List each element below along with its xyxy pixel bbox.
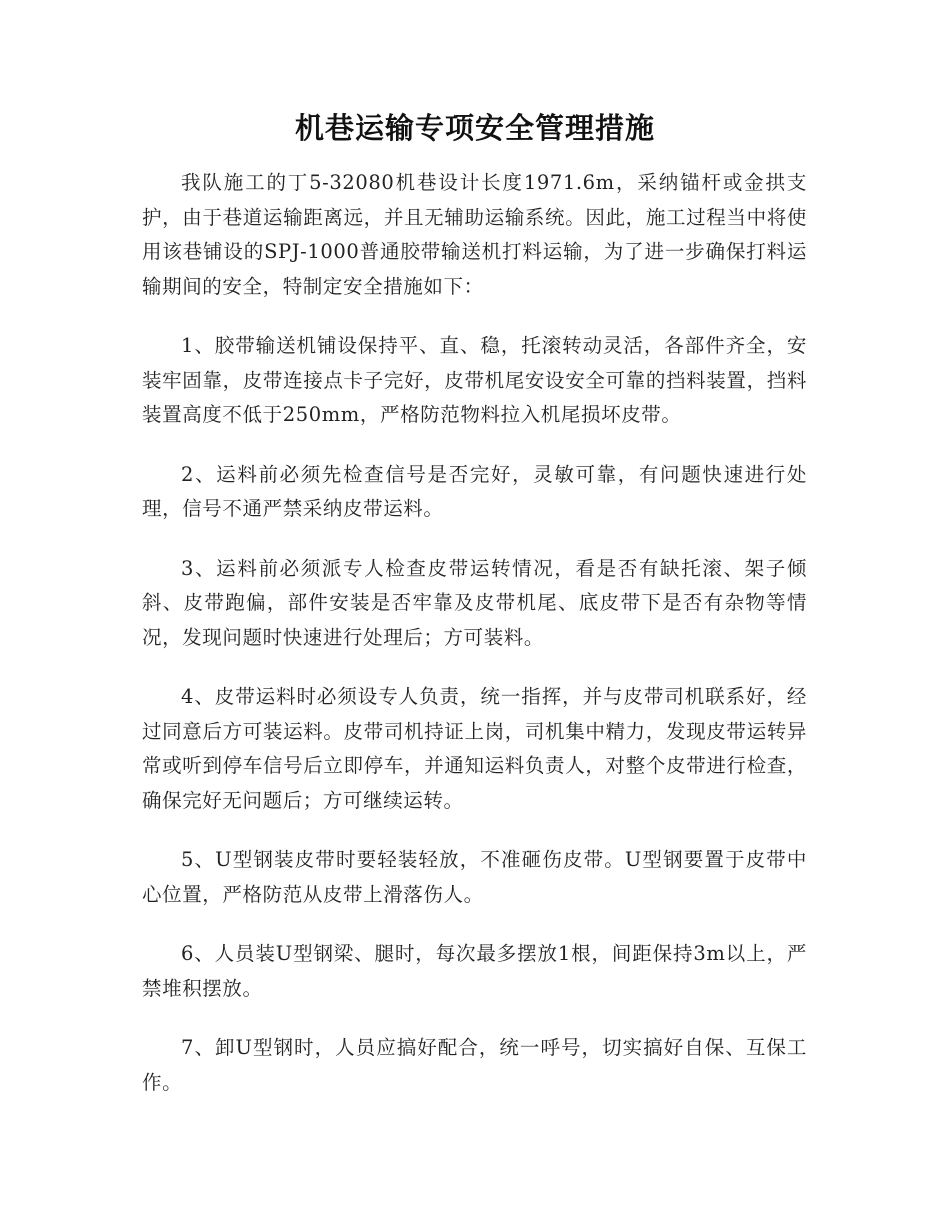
measure-item-1: 1、胶带输送机铺设保持平、直、稳，托滚转动灵活，各部件齐全，安装牢固靠，皮带连接点卡子完好，皮带机尾安设安全可靠的挡料装置，挡料装置高度不低于250mm，严格防范物料拉入机尾损坏皮带。 xyxy=(142,334,807,426)
document-body xyxy=(142,166,807,1125)
measure-item-2: 2、运料前必须先检查信号是否完好，灵敏可靠，有问题快速进行处理，信号不通严禁采纳皮带运料。 xyxy=(142,462,807,520)
measure-item-7: 7、卸U型钢时，人员应搞好配合，统一呼号，切实搞好自保、互保工作。 xyxy=(142,1036,807,1094)
document-title: 机巷运输专项安全管理措施 xyxy=(294,111,655,145)
measure-item-6: 6、人员装U型钢梁、腿时，每次最多摆放1根，间距保持3m以上，严禁堆积摆放。 xyxy=(142,942,807,1000)
intro-paragraph: 我队施工的丁5-32080机巷设计长度1971.6m，采纳锚杆或金拱支护，由于巷道运输距离远，并且无辅助运输系统。因此，施工过程当中将使用该巷铺设的SPJ-1000普通胶带输送机打料运输，为了进一步确保打料运输期间的安全，特制定安全措施如下： xyxy=(142,171,807,298)
measure-item-4: 4、皮带运料时必须设专人负责，统一指挥，并与皮带司机联系好，经过同意后方可装运料。皮带司机持证上岗，司机集中精力，发现皮带运转异常或听到停车信号后立即停车，并通知运料负责人，对整个皮带进行检查，确保完好无问题后；方可继续运转。 xyxy=(142,685,807,812)
measure-item-5: 5、U型钢装皮带时要轻装轻放，不准砸伤皮带。U型钢要置于皮带中心位置，严格防范从皮带上滑落伤人。 xyxy=(142,848,807,906)
measure-item-3: 3、运料前必须派专人检查皮带运转情况，看是否有缺托滚、架子倾斜、皮带跑偏，部件安装是否牢靠及皮带机尾、底皮带下是否有杂物等情况，发现问题时快速进行处理后；方可装料。 xyxy=(142,556,807,649)
